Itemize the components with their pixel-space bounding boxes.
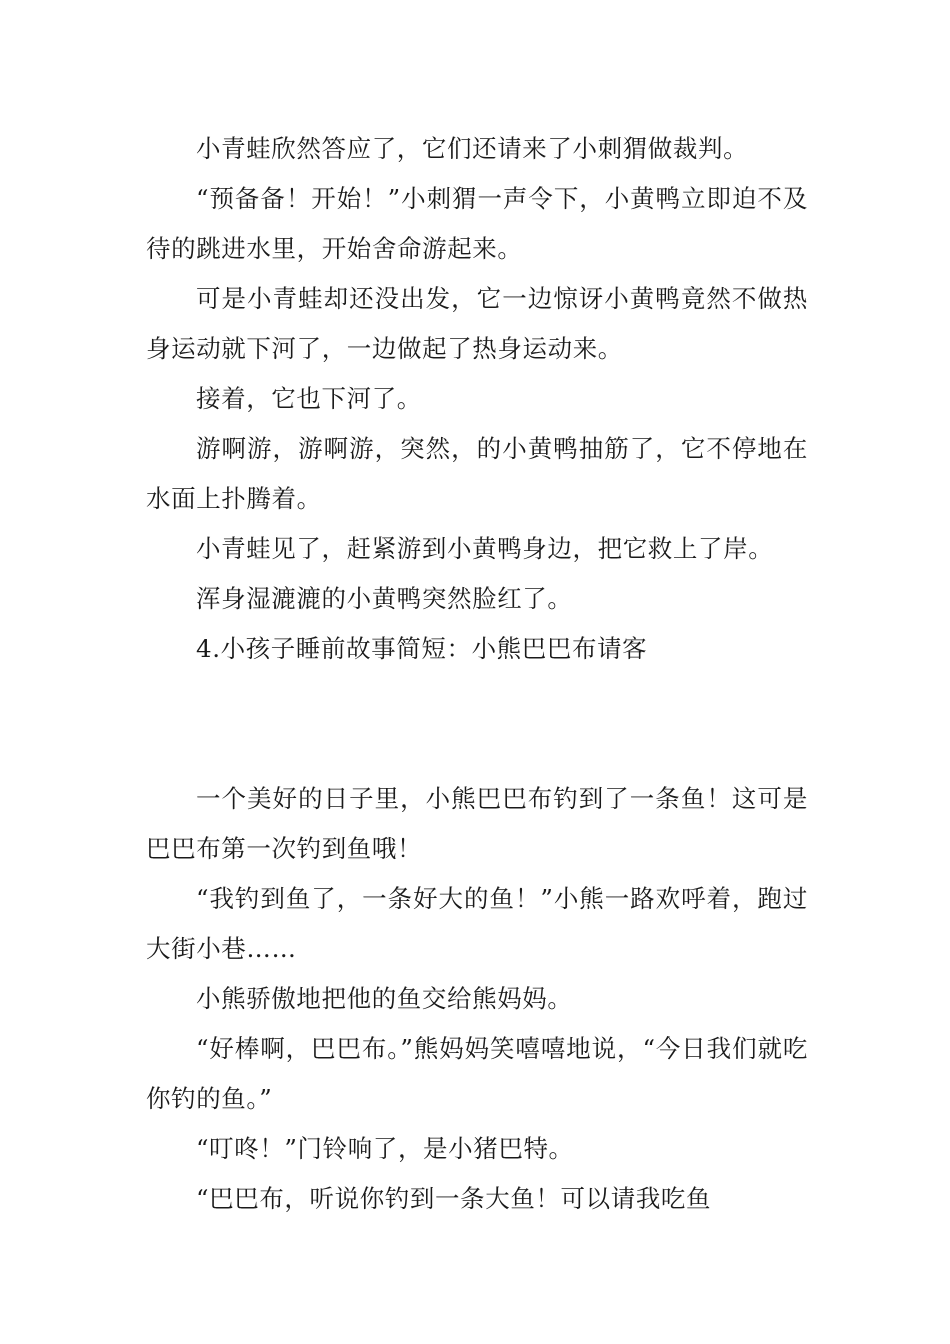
paragraph: 小青蛙见了，赶紧游到小黄鸭身边，把它救上了岸。 <box>196 534 774 563</box>
paragraph: 一个美好的日子里，小熊巴巴布钓到了一条鱼！这可是巴巴布第一次钓到鱼哦！ <box>146 784 808 863</box>
paragraph: 接着，它也下河了。 <box>196 384 422 413</box>
paragraph: “巴巴布，听说你钓到一条大鱼！可以请我吃鱼 <box>196 1184 712 1213</box>
paragraph: 小青蛙欣然答应了，它们还请来了小刺猬做裁判。 <box>196 134 749 163</box>
paragraph: 可是小青蛙却还没出发，它一边惊讶小黄鸭竟然不做热身运动就下河了，一边做起了热身运动来。 <box>146 284 808 363</box>
paragraph: 浑身湿漉漉的小黄鸭突然脸红了。 <box>196 584 573 613</box>
paragraph: “预备备！开始！”小刺猬一声令下，小黄鸭立即迫不及待的跳进水里，开始舍命游起来。 <box>146 184 808 263</box>
paragraph: “叮咚！”门铃响了，是小猪巴特。 <box>196 1134 574 1163</box>
paragraph: “好棒啊，巴巴布。”熊妈妈笑嘻嘻地说，“今日我们就吃你钓的鱼。” <box>146 1034 808 1113</box>
paragraph: 游啊游，游啊游，突然，的小黄鸭抽筋了，它不停地在水面上扑腾着。 <box>146 434 808 513</box>
paragraph: “我钓到鱼了，一条好大的鱼！”小熊一路欢呼着，跑过大街小巷…… <box>146 884 808 963</box>
paragraph: 小熊骄傲地把他的鱼交给熊妈妈。 <box>196 984 573 1013</box>
section-heading: 4.小孩子睡前故事简短：小熊巴巴布请客 <box>196 634 648 663</box>
